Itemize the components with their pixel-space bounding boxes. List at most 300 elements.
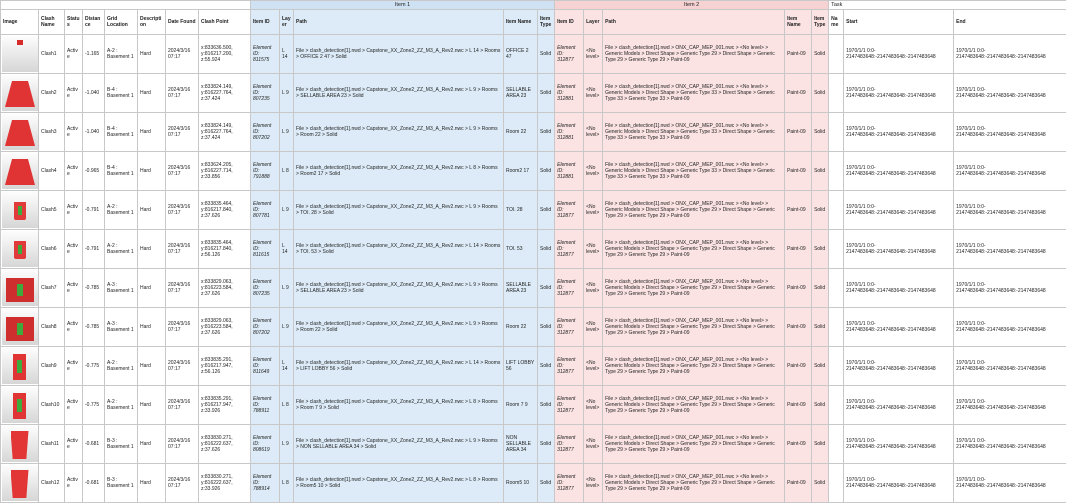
item2-name-cell: Paint-09	[785, 74, 812, 113]
task-name-cell	[829, 191, 844, 230]
item1-path-cell: File > clash_detection[1].nwd > Capstone_XX_Zone2_ZZ_M3_A_Rev2.nwc > L 9 > Rooms > SELLABLE AREA 23 > Solid	[294, 74, 504, 113]
clash-point-cell: x:833636.500, y:816217.200, z:55.924	[199, 35, 251, 74]
date-found-cell: 2024/3/16 07:17	[166, 113, 199, 152]
clash-name-cell: Clash4	[39, 152, 65, 191]
task-start-cell: 1970/1/1 0:0-2147483648:-2147483648:-2147483648	[844, 386, 954, 425]
item1-path-cell: File > clash_detection[1].nwd > Capstone_XX_Zone2_ZZ_M3_A_Rev2.nwc > L 8 > Rooms > Room 7 9 > Solid	[294, 386, 504, 425]
col-item2-id[interactable]: Item ID	[555, 10, 584, 35]
description-cell: Hard	[138, 191, 166, 230]
clash-geometry-shape	[5, 120, 35, 146]
clash-point-cell: x:833829.063, y:816223.584, z:37.626	[199, 308, 251, 347]
clash-image-cell	[1, 74, 39, 113]
clash-geometry-shape	[14, 202, 26, 220]
date-found-cell: 2024/3/16 07:17	[166, 425, 199, 464]
column-header-row	[1, 10, 1066, 35]
clash-name-cell: Clash8	[39, 308, 65, 347]
description-cell: Hard	[138, 386, 166, 425]
item1-id-cell: Element ID: 811649	[251, 347, 280, 386]
item1-layer-cell: L 9	[280, 425, 294, 464]
table-row[interactable]	[1, 386, 1066, 425]
item1-layer-cell: L 14	[280, 347, 294, 386]
item2-id-cell: Element ID: 312881	[555, 74, 584, 113]
col-image[interactable]: Image	[1, 10, 39, 35]
clash-point-cell: x:833824.149, y:816227.764, z:37.424	[199, 113, 251, 152]
item2-path-cell: File > clash_detection[1].nwd > ONX_CAP_MEP_001.nwc > <No level> > Generic Models > Direct Shape > Generic Type 29 > Direct Shape > Generic Type 29 > Generic Type 29 > Paint-09	[603, 386, 785, 425]
item1-layer-cell: L 9	[280, 113, 294, 152]
table-body	[1, 35, 1066, 503]
task-name-cell	[829, 425, 844, 464]
task-end-cell: 1970/1/1 0:0-2147483648:-2147483648:-2147483648	[954, 230, 1066, 269]
item1-path-cell: File > clash_detection[1].nwd > Capstone_XX_Zone2_ZZ_M3_A_Rev2.nwc > L 9 > Rooms > NON SELLABLE AREA 34 > Solid	[294, 425, 504, 464]
task-name-cell	[829, 386, 844, 425]
item1-type-cell: Solid	[538, 74, 555, 113]
task-end-cell: 1970/1/1 0:0-2147483648:-2147483648:-2147483648	[954, 152, 1066, 191]
item2-layer-cell: <No level>	[584, 347, 603, 386]
item2-name-cell: Paint-09	[785, 308, 812, 347]
task-start-cell: 1970/1/1 0:0-2147483648:-2147483648:-2147483648	[844, 152, 954, 191]
item1-layer-cell: L 8	[280, 386, 294, 425]
col-status[interactable]: Status	[65, 10, 83, 35]
distance-cell: -0.681	[83, 425, 105, 464]
item2-name-cell: Paint-09	[785, 191, 812, 230]
item1-id-cell: Element ID: 807235	[251, 269, 280, 308]
item1-type-cell: Solid	[538, 386, 555, 425]
group-item2-header: Item 2	[555, 1, 829, 10]
task-end-cell: 1970/1/1 0:0-2147483648:-2147483648:-2147483648	[954, 425, 1066, 464]
clash-image-cell	[1, 386, 39, 425]
item1-type-cell: Solid	[538, 269, 555, 308]
item2-layer-cell: <No level>	[584, 230, 603, 269]
item1-path-cell: File > clash_detection[1].nwd > Capstone_XX_Zone2_ZZ_M3_A_Rev2.nwc > L 8 > Rooms > Room5 10 > Solid	[294, 464, 504, 503]
clash-point-cell: x:833830.271, y:816222.637, z:37.626	[199, 425, 251, 464]
grid-location-cell: A-3 : Basement 1	[105, 269, 138, 308]
clash-name-cell: Clash5	[39, 191, 65, 230]
clash-image-cell	[1, 308, 39, 347]
task-start-cell: 1970/1/1 0:0-2147483648:-2147483648:-2147483648	[844, 464, 954, 503]
grid-location-cell: B-4 : Basement 1	[105, 152, 138, 191]
task-name-cell	[829, 269, 844, 308]
description-cell: Hard	[138, 308, 166, 347]
item1-type-cell: Solid	[538, 113, 555, 152]
distance-cell: -0.775	[83, 386, 105, 425]
task-start-cell: 1970/1/1 0:0-2147483648:-2147483648:-2147483648	[844, 113, 954, 152]
table-row[interactable]	[1, 152, 1066, 191]
table-row[interactable]	[1, 35, 1066, 74]
col-item2-layer[interactable]: Layer	[584, 10, 603, 35]
clash-name-cell: Clash2	[39, 74, 65, 113]
table-row[interactable]	[1, 113, 1066, 152]
status-cell: Active	[65, 386, 83, 425]
item1-name-cell: SELLABLE AREA 23	[504, 269, 538, 308]
item2-id-cell: Element ID: 312877	[555, 425, 584, 464]
item1-layer-cell: L 9	[280, 269, 294, 308]
item1-id-cell: Element ID: 811615	[251, 230, 280, 269]
description-cell: Hard	[138, 230, 166, 269]
description-cell: Hard	[138, 152, 166, 191]
col-item1-type[interactable]: Item Type	[538, 10, 555, 35]
item1-type-cell: Solid	[538, 35, 555, 74]
item2-path-cell: File > clash_detection[1].nwd > ONX_CAP_MEP_001.nwc > <No level> > Generic Models > Direct Shape > Generic Type 29 > Direct Shape > Generic Type 29 > Generic Type 29 > Paint-09	[603, 35, 785, 74]
clash-image-cell	[1, 347, 39, 386]
date-found-cell: 2024/3/16 07:17	[166, 347, 199, 386]
grid-location-cell: B-3 : Basement 1	[105, 425, 138, 464]
item2-name-cell: Paint-09	[785, 386, 812, 425]
clash-thumbnail-image[interactable]	[2, 231, 38, 267]
item1-name-cell: Room 22	[504, 308, 538, 347]
clash-geometry-shape	[11, 431, 29, 459]
description-cell: Hard	[138, 113, 166, 152]
item2-type-cell: Solid	[812, 113, 829, 152]
col-item2-type[interactable]: Item Type	[812, 10, 829, 35]
status-cell: Active	[65, 269, 83, 308]
item2-type-cell: Solid	[812, 152, 829, 191]
item1-id-cell: Element ID: 808619	[251, 425, 280, 464]
clash-thumbnail-image[interactable]	[2, 270, 38, 306]
item1-path-cell: File > clash_detection[1].nwd > Capstone_XX_Zone2_ZZ_M3_A_Rev2.nwc > L 9 > Rooms > SELLABLE AREA 23 > Solid	[294, 269, 504, 308]
task-end-cell: 1970/1/1 0:0-2147483648:-2147483648:-2147483648	[954, 347, 1066, 386]
date-found-cell: 2024/3/16 07:17	[166, 386, 199, 425]
item2-id-cell: Element ID: 312881	[555, 113, 584, 152]
item2-layer-cell: <No level>	[584, 425, 603, 464]
clash-thumbnail-image[interactable]	[2, 75, 38, 111]
date-found-cell: 2024/3/16 07:17	[166, 269, 199, 308]
col-clash-point[interactable]: Clash Point	[199, 10, 251, 35]
table-row[interactable]	[1, 74, 1066, 113]
grid-location-cell: A-2 : Basement 1	[105, 191, 138, 230]
item2-layer-cell: <No level>	[584, 386, 603, 425]
clash-thumbnail-image[interactable]	[2, 309, 38, 345]
item1-path-cell: File > clash_detection[1].nwd > Capstone_XX_Zone2_ZZ_M3_A_Rev2.nwc > L 9 > Rooms > Room 22 > Solid	[294, 113, 504, 152]
item2-name-cell: Paint-09	[785, 230, 812, 269]
clash-geometry-shape	[6, 278, 34, 302]
task-name-cell	[829, 230, 844, 269]
description-cell: Hard	[138, 347, 166, 386]
item2-name-cell: Paint-09	[785, 464, 812, 503]
item1-name-cell: TOI. 53	[504, 230, 538, 269]
clash-point-cell: x:833830.271, y:816222.637, z:33.926	[199, 464, 251, 503]
distance-cell: -1.165	[83, 35, 105, 74]
col-item1-layer[interactable]: Layer	[280, 10, 294, 35]
item1-name-cell: Room 7 9	[504, 386, 538, 425]
clash-name-cell: Clash1	[39, 35, 65, 74]
date-found-cell: 2024/3/16 07:17	[166, 464, 199, 503]
clash-image-cell	[1, 425, 39, 464]
task-end-cell: 1970/1/1 0:0-2147483648:-2147483648:-2147483648	[954, 113, 1066, 152]
clash-point-cell: x:833835.464, y:816217.840, z:56.126	[199, 230, 251, 269]
task-start-cell: 1970/1/1 0:0-2147483648:-2147483648:-2147483648	[844, 35, 954, 74]
task-end-cell: 1970/1/1 0:0-2147483648:-2147483648:-2147483648	[954, 35, 1066, 74]
item2-layer-cell: <No level>	[584, 74, 603, 113]
clash-thumbnail-image[interactable]	[2, 114, 38, 150]
distance-cell: -0.965	[83, 152, 105, 191]
clash-name-cell: Clash6	[39, 230, 65, 269]
col-distance[interactable]: Distance	[83, 10, 105, 35]
clash-thumbnail-image[interactable]	[2, 387, 38, 423]
item2-type-cell: Solid	[812, 464, 829, 503]
group-header-row	[1, 1, 1066, 10]
item2-type-cell: Solid	[812, 347, 829, 386]
item2-id-cell: Element ID: 312877	[555, 464, 584, 503]
item1-name-cell: Room5 10	[504, 464, 538, 503]
distance-cell: -0.775	[83, 347, 105, 386]
status-cell: Active	[65, 191, 83, 230]
table-row[interactable]	[1, 230, 1066, 269]
item2-id-cell: Element ID: 312877	[555, 386, 584, 425]
task-start-cell: 1970/1/1 0:0-2147483648:-2147483648:-2147483648	[844, 269, 954, 308]
clash-image-cell	[1, 269, 39, 308]
item2-id-cell: Element ID: 312877	[555, 308, 584, 347]
item1-type-cell: Solid	[538, 191, 555, 230]
item2-layer-cell: <No level>	[584, 464, 603, 503]
date-found-cell: 2024/3/16 07:17	[166, 230, 199, 269]
date-found-cell: 2024/3/16 07:17	[166, 152, 199, 191]
item1-type-cell: Solid	[538, 425, 555, 464]
col-task-name[interactable]: Name	[829, 10, 844, 35]
clash-name-cell: Clash12	[39, 464, 65, 503]
description-cell: Hard	[138, 35, 166, 74]
item1-path-cell: File > clash_detection[1].nwd > Capstone_XX_Zone2_ZZ_M3_A_Rev2.nwc > L 14 > Rooms > LIFT LOBBY 56 > Solid	[294, 347, 504, 386]
grid-location-cell: A-2 : Basement 1	[105, 35, 138, 74]
item1-name-cell: SELLABLE AREA 23	[504, 74, 538, 113]
item1-path-cell: File > clash_detection[1].nwd > Capstone_XX_Zone2_ZZ_M3_A_Rev2.nwc > L 14 > Rooms > TOI. 53 > Solid	[294, 230, 504, 269]
item2-layer-cell: <No level>	[584, 191, 603, 230]
item2-path-cell: File > clash_detection[1].nwd > ONX_CAP_MEP_001.nwc > <No level> > Generic Models > Direct Shape > Generic Type 33 > Direct Shape > Generic Type 33 > Generic Type 33 > Paint-09	[603, 74, 785, 113]
task-name-cell	[829, 464, 844, 503]
item2-layer-cell: <No level>	[584, 269, 603, 308]
item2-id-cell: Element ID: 312877	[555, 191, 584, 230]
item2-layer-cell: <No level>	[584, 308, 603, 347]
task-start-cell: 1970/1/1 0:0-2147483648:-2147483648:-2147483648	[844, 347, 954, 386]
item1-name-cell: NON SELLABLE AREA 34	[504, 425, 538, 464]
col-grid-location[interactable]: Grid Location	[105, 10, 138, 35]
item2-path-cell: File > clash_detection[1].nwd > ONX_CAP_MEP_001.nwc > <No level> > Generic Models > Direct Shape > Generic Type 29 > Direct Shape > Generic Type 29 > Generic Type 29 > Paint-09	[603, 347, 785, 386]
clash-point-cell: x:833835.291, y:816217.947, z:33.926	[199, 386, 251, 425]
task-name-cell	[829, 113, 844, 152]
clash-geometry-shape	[13, 393, 26, 419]
clash-point-cell: x:833835.464, y:816217.840, z:37.626	[199, 191, 251, 230]
item2-id-cell: Element ID: 312877	[555, 230, 584, 269]
col-item2-path[interactable]: Path	[603, 10, 785, 35]
item1-type-cell: Solid	[538, 308, 555, 347]
grid-location-cell: B-4 : Basement 1	[105, 74, 138, 113]
status-cell: Active	[65, 113, 83, 152]
clash-name-cell: Clash3	[39, 113, 65, 152]
item2-layer-cell: <No level>	[584, 35, 603, 74]
clash-point-cell: x:833829.063, y:816223.584, z:37.626	[199, 269, 251, 308]
item1-id-cell: Element ID: 807235	[251, 74, 280, 113]
item2-id-cell: Element ID: 312881	[555, 152, 584, 191]
grid-location-cell: A-2 : Basement 1	[105, 347, 138, 386]
task-name-cell	[829, 347, 844, 386]
item2-name-cell: Paint-09	[785, 152, 812, 191]
clash-name-cell: Clash10	[39, 386, 65, 425]
clash-name-cell: Clash7	[39, 269, 65, 308]
table-row[interactable]	[1, 425, 1066, 464]
task-end-cell: 1970/1/1 0:0-2147483648:-2147483648:-2147483648	[954, 464, 1066, 503]
item1-name-cell: Room 22	[504, 113, 538, 152]
clash-name-cell: Clash11	[39, 425, 65, 464]
status-cell: Active	[65, 464, 83, 503]
clash-geometry-shape	[11, 470, 29, 498]
item2-name-cell: Paint-09	[785, 113, 812, 152]
item2-name-cell: Paint-09	[785, 269, 812, 308]
item2-layer-cell: <No level>	[584, 113, 603, 152]
task-end-cell: 1970/1/1 0:0-2147483648:-2147483648:-2147483648	[954, 386, 1066, 425]
date-found-cell: 2024/3/16 07:17	[166, 191, 199, 230]
clash-thumbnail-image[interactable]	[2, 348, 38, 384]
item1-id-cell: Element ID: 788911	[251, 386, 280, 425]
item2-name-cell: Paint-09	[785, 35, 812, 74]
table-row[interactable]	[1, 347, 1066, 386]
distance-cell: -0.791	[83, 230, 105, 269]
grid-location-cell: A-2 : Basement 1	[105, 386, 138, 425]
distance-cell: -0.785	[83, 269, 105, 308]
col-item2-name[interactable]: Item Name	[785, 10, 812, 35]
col-item1-name[interactable]: Item Name	[504, 10, 538, 35]
task-name-cell	[829, 308, 844, 347]
clash-image-cell	[1, 191, 39, 230]
task-name-cell	[829, 74, 844, 113]
status-cell: Active	[65, 35, 83, 74]
clash-thumbnail-image[interactable]	[2, 426, 38, 462]
col-task-start[interactable]: Start	[844, 10, 954, 35]
item2-type-cell: Solid	[812, 425, 829, 464]
item1-path-cell: File > clash_detection[1].nwd > Capstone_XX_Zone2_ZZ_M3_A_Rev2.nwc > L 9 > Rooms > TOI. 28 > Solid	[294, 191, 504, 230]
status-cell: Active	[65, 230, 83, 269]
table-row[interactable]	[1, 308, 1066, 347]
clash-geometry-shape	[5, 81, 35, 107]
distance-cell: -1.040	[83, 74, 105, 113]
item1-id-cell: Element ID: 811575	[251, 35, 280, 74]
description-cell: Hard	[138, 74, 166, 113]
task-start-cell: 1970/1/1 0:0-2147483648:-2147483648:-2147483648	[844, 425, 954, 464]
clash-thumbnail-image[interactable]	[2, 153, 38, 189]
clash-name-cell: Clash9	[39, 347, 65, 386]
item2-type-cell: Solid	[812, 74, 829, 113]
task-end-cell: 1970/1/1 0:0-2147483648:-2147483648:-2147483648	[954, 308, 1066, 347]
grid-location-cell: A-2 : Basement 1	[105, 230, 138, 269]
item1-layer-cell: L 9	[280, 308, 294, 347]
item1-layer-cell: L 14	[280, 230, 294, 269]
item1-id-cell: Element ID: 807781	[251, 191, 280, 230]
item1-path-cell: File > clash_detection[1].nwd > Capstone_XX_Zone2_ZZ_M3_A_Rev2.nwc > L 14 > Rooms > OFFICE 2 47 > Solid	[294, 35, 504, 74]
item2-path-cell: File > clash_detection[1].nwd > ONX_CAP_MEP_001.nwc > <No level> > Generic Models > Direct Shape > Generic Type 29 > Direct Shape > Generic Type 29 > Generic Type 29 > Paint-09	[603, 464, 785, 503]
status-cell: Active	[65, 308, 83, 347]
item2-type-cell: Solid	[812, 230, 829, 269]
task-name-cell	[829, 152, 844, 191]
item1-path-cell: File > clash_detection[1].nwd > Capstone_XX_Zone2_ZZ_M3_A_Rev2.nwc > L 8 > Rooms > Room2 17 > Solid	[294, 152, 504, 191]
distance-cell: -0.681	[83, 464, 105, 503]
clash-image-cell	[1, 35, 39, 74]
status-cell: Active	[65, 425, 83, 464]
grid-location-cell: B-4 : Basement 1	[105, 113, 138, 152]
item1-name-cell: Room2 17	[504, 152, 538, 191]
task-start-cell: 1970/1/1 0:0-2147483648:-2147483648:-2147483648	[844, 191, 954, 230]
col-date-found[interactable]: Date Found	[166, 10, 199, 35]
clash-geometry-shape	[17, 40, 23, 45]
item1-type-cell: Solid	[538, 230, 555, 269]
item2-path-cell: File > clash_detection[1].nwd > ONX_CAP_MEP_001.nwc > <No level> > Generic Models > Direct Shape > Generic Type 29 > Direct Shape > Generic Type 29 > Generic Type 29 > Paint-09	[603, 230, 785, 269]
clash-geometry-shape	[13, 354, 26, 380]
clash-image-cell	[1, 464, 39, 503]
clash-thumbnail-image[interactable]	[2, 192, 38, 228]
item2-path-cell: File > clash_detection[1].nwd > ONX_CAP_MEP_001.nwc > <No level> > Generic Models > Direct Shape > Generic Type 29 > Direct Shape > Generic Type 29 > Generic Type 29 > Paint-09	[603, 308, 785, 347]
clash-image-cell	[1, 113, 39, 152]
item2-path-cell: File > clash_detection[1].nwd > ONX_CAP_MEP_001.nwc > <No level> > Generic Models > Direct Shape > Generic Type 29 > Direct Shape > Generic Type 29 > Generic Type 29 > Paint-09	[603, 269, 785, 308]
clash-geometry-shape	[5, 159, 35, 185]
item1-name-cell: OFFICE 2 47	[504, 35, 538, 74]
clash-point-cell: x:833835.291, y:816217.947, z:56.126	[199, 347, 251, 386]
distance-cell: -0.785	[83, 308, 105, 347]
item2-id-cell: Element ID: 312877	[555, 35, 584, 74]
item1-id-cell: Element ID: 807202	[251, 308, 280, 347]
date-found-cell: 2024/3/16 07:17	[166, 35, 199, 74]
clash-geometry-shape	[14, 241, 26, 259]
date-found-cell: 2024/3/16 07:17	[166, 308, 199, 347]
status-cell: Active	[65, 152, 83, 191]
description-cell: Hard	[138, 269, 166, 308]
item2-layer-cell: <No level>	[584, 152, 603, 191]
grid-location-cell: B-3 : Basement 1	[105, 464, 138, 503]
col-item1-id[interactable]: Item ID	[251, 10, 280, 35]
item1-name-cell: TOI. 28	[504, 191, 538, 230]
task-start-cell: 1970/1/1 0:0-2147483648:-2147483648:-2147483648	[844, 308, 954, 347]
task-end-cell: 1970/1/1 0:0-2147483648:-2147483648:-2147483648	[954, 191, 1066, 230]
task-start-cell: 1970/1/1 0:0-2147483648:-2147483648:-2147483648	[844, 230, 954, 269]
table-row[interactable]	[1, 191, 1066, 230]
description-cell: Hard	[138, 425, 166, 464]
table-row[interactable]	[1, 269, 1066, 308]
clash-geometry-shape	[6, 317, 34, 341]
task-end-cell: 1970/1/1 0:0-2147483648:-2147483648:-2147483648	[954, 269, 1066, 308]
status-cell: Active	[65, 347, 83, 386]
group-blank	[1, 1, 251, 10]
task-end-cell: 1970/1/1 0:0-2147483648:-2147483648:-2147483648	[954, 74, 1066, 113]
clash-thumbnail-image[interactable]	[2, 36, 38, 72]
col-clash-name[interactable]: Clash Name	[39, 10, 65, 35]
col-task-end[interactable]: End	[954, 10, 1066, 35]
item2-path-cell: File > clash_detection[1].nwd > ONX_CAP_MEP_001.nwc > <No level> > Generic Models > Direct Shape > Generic Type 33 > Direct Shape > Generic Type 33 > Generic Type 33 > Paint-09	[603, 152, 785, 191]
item2-name-cell: Paint-09	[785, 347, 812, 386]
distance-cell: -1.040	[83, 113, 105, 152]
item2-type-cell: Solid	[812, 386, 829, 425]
item2-path-cell: File > clash_detection[1].nwd > ONX_CAP_MEP_001.nwc > <No level> > Generic Models > Direct Shape > Generic Type 33 > Direct Shape > Generic Type 33 > Generic Type 33 > Paint-09	[603, 113, 785, 152]
status-cell: Active	[65, 74, 83, 113]
item2-type-cell: Solid	[812, 191, 829, 230]
item1-layer-cell: L 9	[280, 74, 294, 113]
clash-point-cell: x:833824.149, y:816227.764, z:37.424	[199, 74, 251, 113]
description-cell: Hard	[138, 464, 166, 503]
item1-type-cell: Solid	[538, 347, 555, 386]
item1-layer-cell: L 14	[280, 35, 294, 74]
item1-id-cell: Element ID: 791888	[251, 152, 280, 191]
item1-id-cell: Element ID: 807202	[251, 113, 280, 152]
item1-layer-cell: L 8	[280, 464, 294, 503]
group-item1-header: Item 1	[251, 1, 555, 10]
task-start-cell: 1970/1/1 0:0-2147483648:-2147483648:-2147483648	[844, 74, 954, 113]
item2-type-cell: Solid	[812, 269, 829, 308]
group-task-header: Task	[829, 1, 1066, 10]
item2-type-cell: Solid	[812, 35, 829, 74]
item2-path-cell: File > clash_detection[1].nwd > ONX_CAP_MEP_001.nwc > <No level> > Generic Models > Direct Shape > Generic Type 29 > Direct Shape > Generic Type 29 > Generic Type 29 > Paint-09	[603, 191, 785, 230]
clash-image-cell	[1, 152, 39, 191]
item2-type-cell: Solid	[812, 308, 829, 347]
item2-id-cell: Element ID: 312877	[555, 347, 584, 386]
col-description[interactable]: Description	[138, 10, 166, 35]
table-row[interactable]	[1, 464, 1066, 503]
item2-id-cell: Element ID: 312877	[555, 269, 584, 308]
col-item1-path[interactable]: Path	[294, 10, 504, 35]
